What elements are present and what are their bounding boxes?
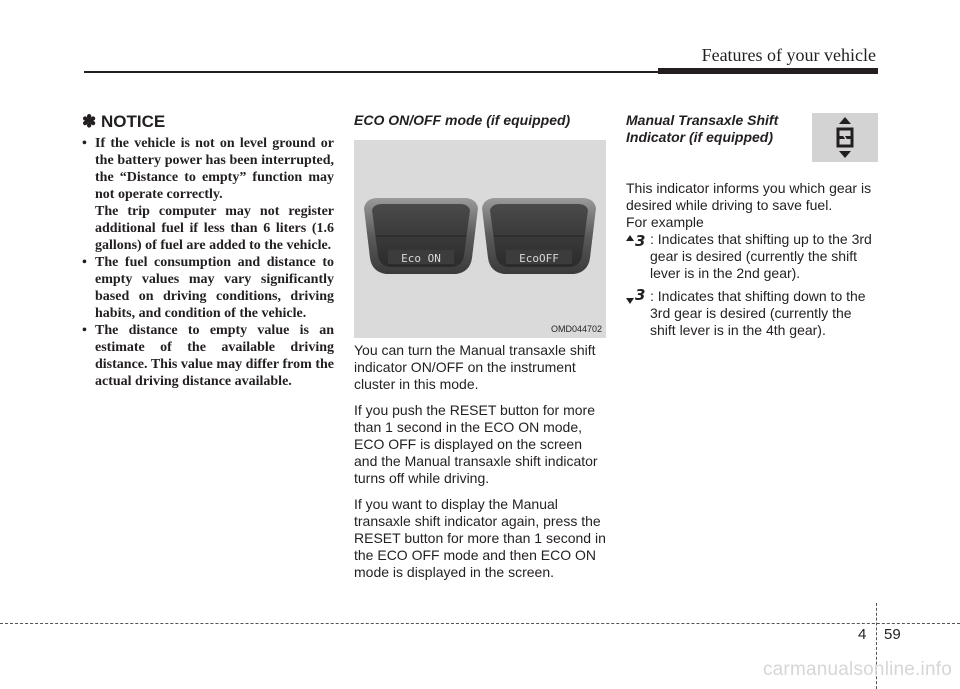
gear-indicator-icon [812,113,878,162]
eco-section [354,112,606,580]
notice-title: ✽ NOTICE [82,112,166,131]
downshift-3-icon [626,288,650,310]
bullet: • [82,255,87,270]
watermark: carmanualsonline.info [762,659,952,680]
upshift-3-icon [626,231,650,253]
example-upshift: 3 : Indicates that shifting up to the 3rd gear is desired (currently the shift lever is in the 2nd gear). [626,231,878,282]
bullet: • [82,323,87,338]
shift-indicator-icon [812,113,878,162]
example-label: For example [626,214,704,230]
page-number: 59 [884,626,901,643]
notice-item: • The fuel consumption and distance to empty values may vary significantly based on driving conditions, driving habits, and condition of the vehicle. [82,255,334,321]
header-rule-thick [658,68,878,74]
notice-item: • The distance to empty value is an estimate of the available driving distance. This value may differ from the actual driving distance available. [82,323,334,389]
notice-list [82,135,334,390]
bullet: • [82,136,87,151]
eco-paragraph: If you want to display the Manual transaxle shift indicator again, press the RESET button for more than 1 second in the ECO OFF mode and then ECO ON mode is displayed in the screen. [354,496,606,580]
figure-code: OMD044702 [550,324,602,334]
chapter-number: 4 [858,626,867,643]
eco-paragraph: If you push the RESET button for more than 1 second in the ECO ON mode, ECO OFF is displayed on the screen and the Manual transaxle shift indicator turns off while driving. [354,402,598,486]
footer-rule [0,623,960,624]
shift-heading-line2: Indicator (if equipped) [626,129,773,145]
shift-heading-line1: Manual Transaxle Shift [626,112,779,128]
section-title: Features of your vehicle [701,45,876,65]
notice-item: • If the vehicle is not on level ground or the battery power has been interrupted, the “Distance to empty” function may not operate correctly. The trip computer may not register additional fuel if less than 6 liters (1.6 gallons) of fuel are added to the vehicle. [82,136,334,253]
eco-cluster-figure [354,140,606,338]
shift-intro: This indicator informs you which gear is desired while driving to save fuel. [626,180,872,213]
eco-heading: ECO ON/OFF mode (if equipped) [354,112,571,128]
eco-paragraph: You can turn the Manual transaxle shift indicator ON/OFF on the instrument cluster in this mode. [354,342,596,392]
shift-indicator-section [626,112,878,338]
example-downshift: 3 : Indicates that shifting down to the 3rd gear is desired (currently the shift lever is in the 4th gear). [626,288,878,339]
right-display-text: EcoOFF [519,252,559,265]
svg-text:3: 3 [635,288,646,304]
left-display-text: Eco ON [401,252,441,265]
eco-cluster-illustration [354,140,606,338]
notice-box [82,112,334,390]
svg-text:3: 3 [635,232,646,249]
